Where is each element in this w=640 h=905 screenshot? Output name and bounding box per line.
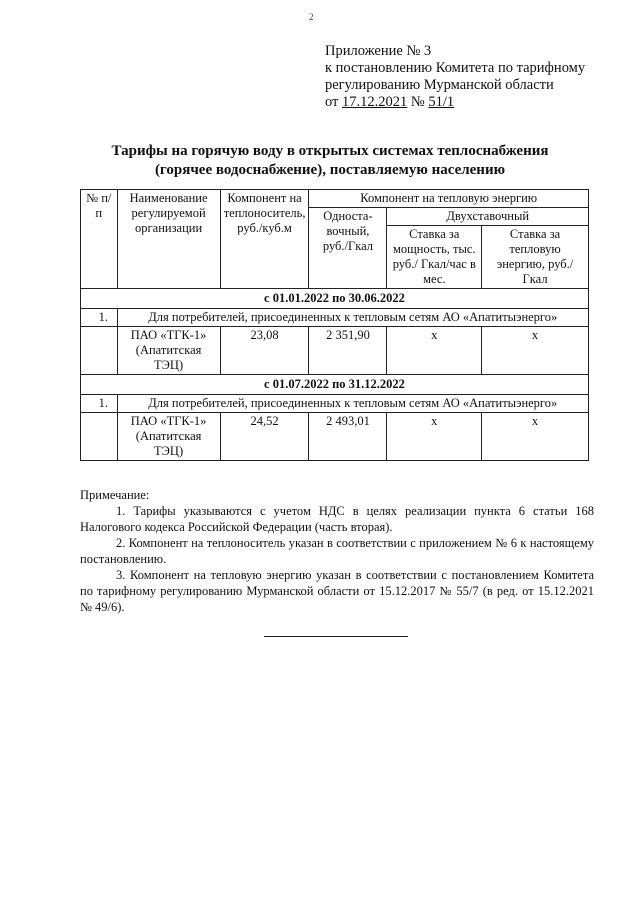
note-item-3: 3. Компонент на тепловую энергию указан в соответствии с постановлением Комитета по тарифному регулированию Мурманской области от 15.12.2017 № 55/7 (в ред. от 15.12.2021 № 49/6).: [80, 568, 594, 614]
energy-rate-value: x: [482, 327, 589, 375]
header-one-rate: Односта-вочный, руб./Гкал: [309, 208, 387, 289]
tariff-table: [80, 189, 589, 461]
group-label: Для потребителей, присоединенных к тепловым сетям АО «Апатитыэнерго»: [117, 395, 589, 413]
header-capacity-rate: Ставка за мощность, тыс. руб./ Гкал/час в мес.: [387, 226, 482, 289]
table-row: [81, 413, 589, 461]
energy-rate-value: x: [482, 413, 589, 461]
one-rate-value: 2 493,01: [309, 413, 387, 461]
carrier-value: 23,08: [220, 327, 309, 375]
header-carrier: Компонент на теплоноситель, руб./куб.м: [220, 190, 309, 289]
row-number: 1.: [81, 395, 118, 413]
header-energy: Компонент на тепловую энергию: [309, 190, 589, 208]
notes-section: [80, 487, 594, 615]
appendix-date: 17.12.2021: [342, 94, 408, 110]
appendix-line1: Приложение № 3: [325, 43, 432, 59]
page-number: 2: [309, 12, 314, 22]
header-two-rate: Двухставочный: [387, 208, 589, 226]
note-item-2: 2. Компонент на теплоноситель указан в соответствии с приложением № 6 к настоящему постановлению.: [80, 536, 594, 566]
group-label: Для потребителей, присоединенных к тепловым сетям АО «Апатитыэнерго»: [117, 309, 589, 327]
header-org: Наименование регулируемой организации: [117, 190, 220, 289]
period-row: [81, 289, 589, 309]
appendix-prefix: от: [325, 94, 339, 110]
row-number: 1.: [81, 309, 118, 327]
group-row: [81, 395, 589, 413]
group-row: [81, 309, 589, 327]
appendix-number: 51/1: [428, 94, 455, 110]
carrier-value: 24,52: [220, 413, 309, 461]
empty-cell: [81, 327, 118, 375]
title-line2: (горячее водоснабжение), поставляемую населению: [154, 162, 506, 178]
table-row: [81, 327, 589, 375]
appendix-header: [325, 43, 625, 111]
one-rate-value: 2 351,90: [309, 327, 387, 375]
document-title: [60, 142, 600, 180]
header-row-1: [81, 190, 589, 208]
capacity-rate-value: x: [387, 413, 482, 461]
appendix-line4: [325, 94, 625, 111]
note-item-1: 1. Тарифы указываются с учетом НДС в целях реализации пункта 6 статьи 168 Налогового кодекса Российской Федерации (часть вторая).: [80, 504, 594, 534]
period-row: [81, 375, 589, 395]
header-energy-rate: Ставка за тепловую энергию, руб./Гкал: [482, 226, 589, 289]
capacity-rate-value: x: [387, 327, 482, 375]
appendix-line3: регулированию Мурманской области: [325, 77, 554, 93]
org-name: ПАО «ТГК-1» (Апатитская ТЭЦ): [117, 327, 220, 375]
empty-cell: [81, 413, 118, 461]
period-label: с 01.07.2022 по 31.12.2022: [81, 375, 589, 395]
appendix-line2: к постановлению Комитета по тарифному: [325, 60, 586, 76]
title-line1: Тарифы на горячую воду в открытых системах теплоснабжения: [111, 143, 549, 159]
header-num: № п/п: [81, 190, 118, 289]
separator-line: [264, 636, 408, 637]
appendix-number-label: №: [410, 94, 425, 110]
notes-heading: Примечание:: [80, 488, 150, 502]
org-name: ПАО «ТГК-1» (Апатитская ТЭЦ): [117, 413, 220, 461]
period-label: с 01.01.2022 по 30.06.2022: [81, 289, 589, 309]
